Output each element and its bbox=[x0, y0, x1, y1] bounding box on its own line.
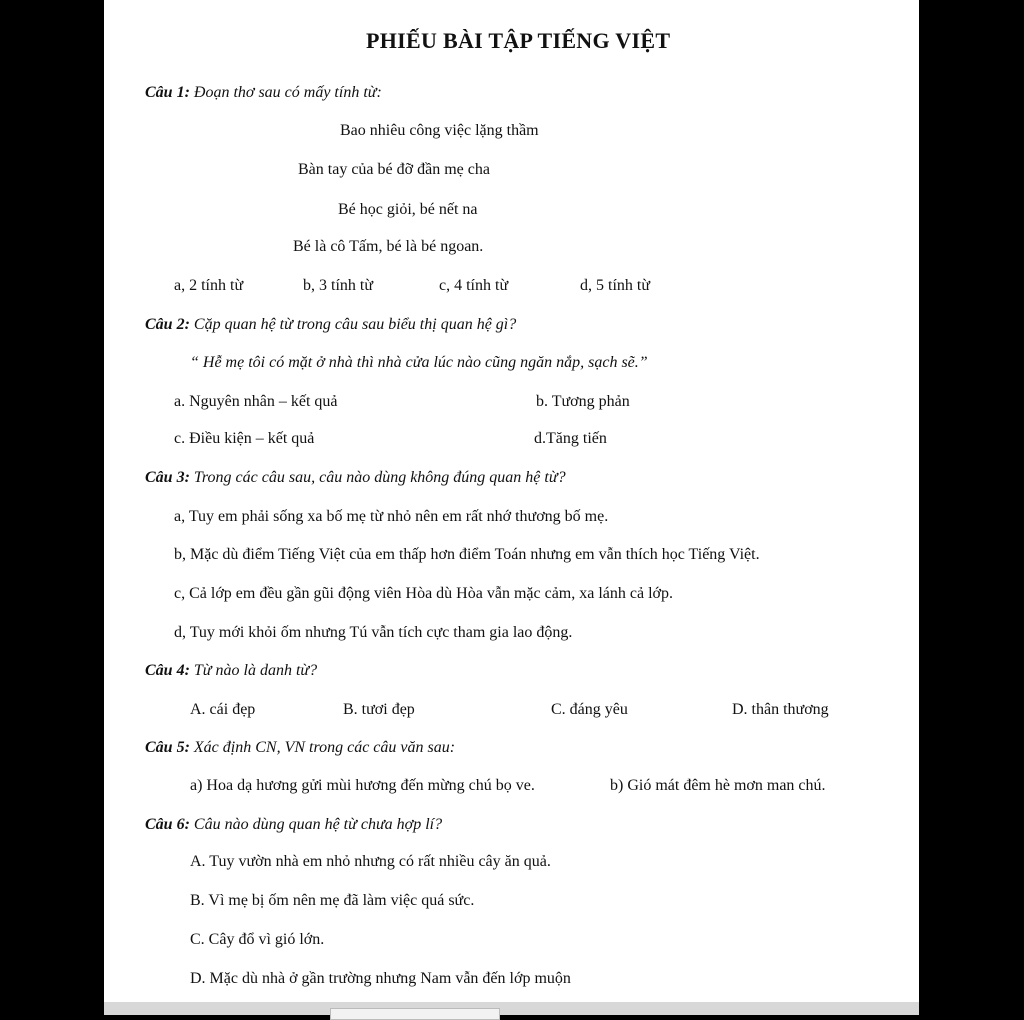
viewer-bottom-bar bbox=[104, 1002, 919, 1015]
answer-option: d.Tăng tiến bbox=[534, 430, 607, 447]
answer-option: B. tươi đẹp bbox=[343, 701, 415, 718]
answer-option: b. Tương phản bbox=[536, 393, 630, 410]
answer-option: C. Cây đổ vì gió lớn. bbox=[190, 931, 325, 948]
question-text: Câu nào dùng quan hệ từ chưa hợp lí? bbox=[193, 816, 443, 833]
question-text: Xác định CN, VN trong các câu văn sau: bbox=[193, 739, 456, 756]
answer-option: A. Tuy vườn nhà em nhỏ nhưng có rất nhiều cây ăn quả. bbox=[190, 853, 551, 870]
answer-option: d, 5 tính từ bbox=[580, 277, 651, 294]
question-2 bbox=[145, 316, 516, 334]
poem-line: Bàn tay của bé đỡ đần mẹ cha bbox=[298, 161, 490, 178]
answer-option: B. Vì mẹ bị ốm nên mẹ đã làm việc quá sức. bbox=[190, 892, 475, 909]
question-text: Từ nào là danh từ? bbox=[193, 662, 318, 679]
answer-option: c, 4 tính từ bbox=[439, 277, 509, 294]
answer-option: c, Cả lớp em đều gần gũi động viên Hòa dù Hòa vẫn mặc cảm, xa lánh cả lớp. bbox=[174, 585, 673, 602]
answer-option: C. đáng yêu bbox=[551, 701, 628, 718]
answer-option: d, Tuy mới khỏi ốm nhưng Tú vẫn tích cực tham gia lao động. bbox=[174, 624, 573, 641]
quoted-sentence: “ Hễ mẹ tôi có mặt ở nhà thì nhà cửa lúc nào cũng ngăn nắp, sạch sẽ.” bbox=[190, 354, 648, 371]
viewer-page-indicator bbox=[330, 1008, 500, 1020]
worksheet-page bbox=[104, 0, 919, 1002]
question-text: Trong các câu sau, câu nào dùng không đúng quan hệ từ? bbox=[193, 469, 566, 486]
question-5 bbox=[145, 739, 455, 757]
question-text: Cặp quan hệ từ trong câu sau biểu thị quan hệ gì? bbox=[193, 316, 517, 333]
answer-option: D. thân thương bbox=[732, 701, 829, 718]
question-text: Đoạn thơ sau có mấy tính từ: bbox=[193, 84, 382, 101]
question-4 bbox=[145, 662, 317, 680]
question-label: Câu 4: bbox=[145, 662, 190, 679]
answer-option: a, Tuy em phải sống xa bố mẹ từ nhỏ nên em rất nhớ thương bố mẹ. bbox=[174, 508, 609, 525]
question-label: Câu 2: bbox=[145, 316, 190, 333]
answer-option: c. Điều kiện – kết quả bbox=[174, 430, 315, 447]
poem-line: Bao nhiêu công việc lặng thầm bbox=[340, 122, 539, 139]
question-6 bbox=[145, 816, 442, 834]
answer-option: b, 3 tính từ bbox=[303, 277, 374, 294]
poem-line: Bé là cô Tấm, bé là bé ngoan. bbox=[293, 238, 484, 255]
question-label: Câu 6: bbox=[145, 816, 190, 833]
question-1 bbox=[145, 84, 382, 102]
answer-option: a, 2 tính từ bbox=[174, 277, 244, 294]
sentence-item: a) Hoa dạ hương gửi mùi hương đến mừng chú bọ ve. bbox=[190, 777, 535, 794]
answer-option: D. Mặc dù nhà ở gần trường nhưng Nam vẫn đến lớp muộn bbox=[190, 970, 571, 987]
question-3 bbox=[145, 469, 566, 487]
question-label: Câu 3: bbox=[145, 469, 190, 486]
answer-option: b, Mặc dù điểm Tiếng Việt của em thấp hơn điểm Toán nhưng em vẫn thích học Tiếng Việt. bbox=[174, 546, 760, 563]
poem-line: Bé học giỏi, bé nết na bbox=[338, 201, 478, 218]
question-label: Câu 1: bbox=[145, 84, 190, 101]
question-label: Câu 5: bbox=[145, 739, 190, 756]
sentence-item: b) Gió mát đêm hè mơn man chú. bbox=[610, 777, 826, 794]
answer-option: A. cái đẹp bbox=[190, 701, 256, 718]
page-title: PHIẾU BÀI TẬP TIẾNG VIỆT bbox=[366, 28, 671, 53]
answer-option: a. Nguyên nhân – kết quả bbox=[174, 393, 338, 410]
